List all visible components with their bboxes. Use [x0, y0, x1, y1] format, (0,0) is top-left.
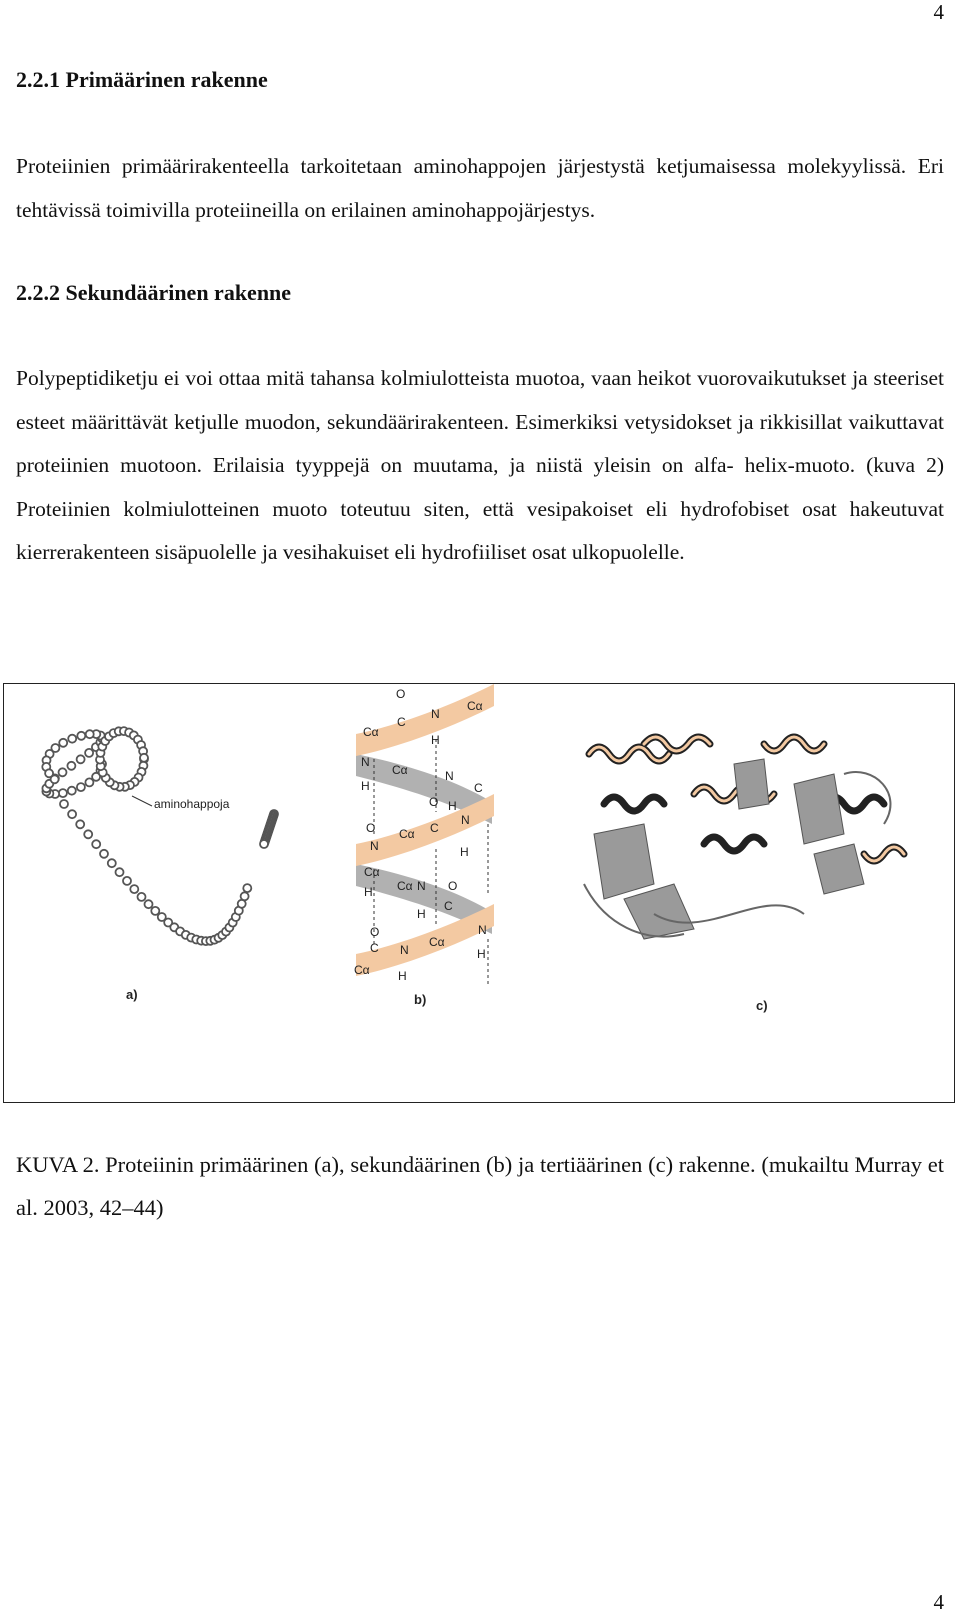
svg-text:H: H	[460, 845, 469, 859]
amino-acid-bead	[59, 768, 67, 776]
svg-text:N: N	[431, 707, 440, 721]
page-number-bottom: 4	[933, 1590, 944, 1614]
amino-acid-annotation: aminohappoja	[154, 797, 230, 811]
svg-text:Cα: Cα	[354, 963, 370, 977]
tertiary-structure-illustration	[584, 737, 904, 1013]
svg-text:H: H	[361, 779, 370, 793]
amino-acid-bead	[138, 893, 146, 901]
svg-text:N: N	[461, 813, 470, 827]
amino-acid-bead	[86, 730, 94, 738]
svg-text:H: H	[431, 733, 440, 747]
amino-acid-bead	[241, 892, 249, 900]
paragraph-secondary-structure: Polypeptidiketju ei voi ottaa mitä tahansa kolmiulotteista muotoa, vaan heikot vuorovaikutukset ja steeriset esteet määrittävät ketjulle muodon, sekundäärirakenteen. Esimerkiksi vetysidokset ja rikkisillat vaikuttavat proteiinien muotoon. Erilaisia tyyppejä on muutama, ja niistä yleisin on alfa- helix-muoto. (kuva 2) Proteiinien kolmiulotteinen muoto toteutuu siten, että vesipakoiset eli hydrofobiset osat hakeutuvat kierrerakenteen sisäpuolelle ja vesihakuiset eli hydrofiiliset osat ulkopuolelle.	[16, 366, 944, 564]
panel-a-label: a)	[126, 987, 138, 1002]
alpha-helix-illustration	[354, 684, 494, 1007]
amino-acid-bead	[243, 884, 251, 892]
amino-acid-bead	[84, 830, 92, 838]
amino-acid-bead	[85, 749, 93, 757]
svg-text:C: C	[370, 941, 379, 955]
amino-acid-bead	[76, 820, 84, 828]
svg-text:Cα: Cα	[399, 827, 415, 841]
amino-acid-bead	[68, 810, 76, 818]
svg-text:Cα: Cα	[392, 763, 408, 777]
amino-acid-bead	[151, 907, 159, 915]
amino-acid-bead	[59, 789, 67, 797]
amino-acid-bead	[77, 732, 85, 740]
svg-text:C: C	[397, 715, 406, 729]
primary-structure-illustration	[42, 727, 278, 1002]
amino-acid-bead	[145, 900, 153, 908]
svg-text:C: C	[430, 821, 439, 835]
amino-acid-bead	[68, 735, 76, 743]
amino-acid-bead	[85, 778, 93, 786]
paragraph-primary-structure: Proteiinien primäärirakenteella tarkoitetaan aminohappojen järjestystä ketjumaisessa molekyylissä. Eri tehtävissä toimivilla proteiineilla on erilainen aminohappojärjestys.	[16, 154, 944, 222]
svg-text:N: N	[445, 769, 454, 783]
amino-acid-bead	[59, 739, 67, 747]
amino-acid-bead	[100, 850, 108, 858]
svg-text:N: N	[400, 943, 409, 957]
figure-caption: KUVA 2. Proteiinin primäärinen (a), sekundäärinen (b) ja tertiäärinen (c) rakenne. (mukailtu Murray et al. 2003, 42–44)	[16, 1152, 944, 1220]
amino-acid-bead	[130, 885, 138, 893]
svg-text:C: C	[444, 899, 453, 913]
svg-text:O: O	[429, 795, 439, 809]
panel-b-label: b)	[414, 992, 427, 1007]
amino-acid-bead	[77, 755, 85, 763]
protein-structure-figure	[3, 683, 955, 1103]
amino-acid-bead	[51, 775, 59, 783]
svg-text:N: N	[478, 923, 487, 937]
svg-text:C: C	[474, 781, 483, 795]
svg-text:H: H	[417, 907, 426, 921]
amino-acid-bead	[68, 787, 76, 795]
svg-text:O: O	[396, 687, 406, 701]
svg-text:O: O	[366, 821, 376, 835]
svg-text:Cα: Cα	[397, 879, 413, 893]
amino-acid-bead	[77, 783, 85, 791]
svg-text:N: N	[370, 839, 379, 853]
section-heading-primary: 2.2.1 Primäärinen rakenne	[16, 67, 268, 92]
amino-acid-bead	[92, 840, 100, 848]
amino-acid-bead	[67, 762, 75, 770]
amino-acid-bead	[260, 840, 268, 848]
amino-acid-bead	[140, 754, 148, 762]
svg-text:H: H	[364, 885, 373, 899]
svg-text:H: H	[398, 969, 407, 983]
panel-c-label: c)	[756, 998, 768, 1013]
svg-text:N: N	[361, 755, 370, 769]
svg-text:Cα: Cα	[363, 725, 379, 739]
svg-text:H: H	[477, 947, 486, 961]
section-heading-secondary: 2.2.2 Sekundäärinen rakenne	[16, 280, 292, 305]
svg-text:Cα: Cα	[429, 935, 445, 949]
svg-text:Cα: Cα	[467, 699, 483, 713]
page-number-top: 4	[933, 0, 944, 24]
svg-text:H: H	[448, 799, 457, 813]
svg-text:O: O	[370, 925, 380, 939]
svg-text:Cα: Cα	[364, 865, 380, 879]
amino-acid-bead	[116, 868, 124, 876]
amino-acid-bead	[123, 877, 131, 885]
svg-text:N: N	[417, 879, 426, 893]
amino-acid-bead	[60, 800, 68, 808]
svg-text:O: O	[448, 879, 458, 893]
amino-acid-bead	[108, 859, 116, 867]
